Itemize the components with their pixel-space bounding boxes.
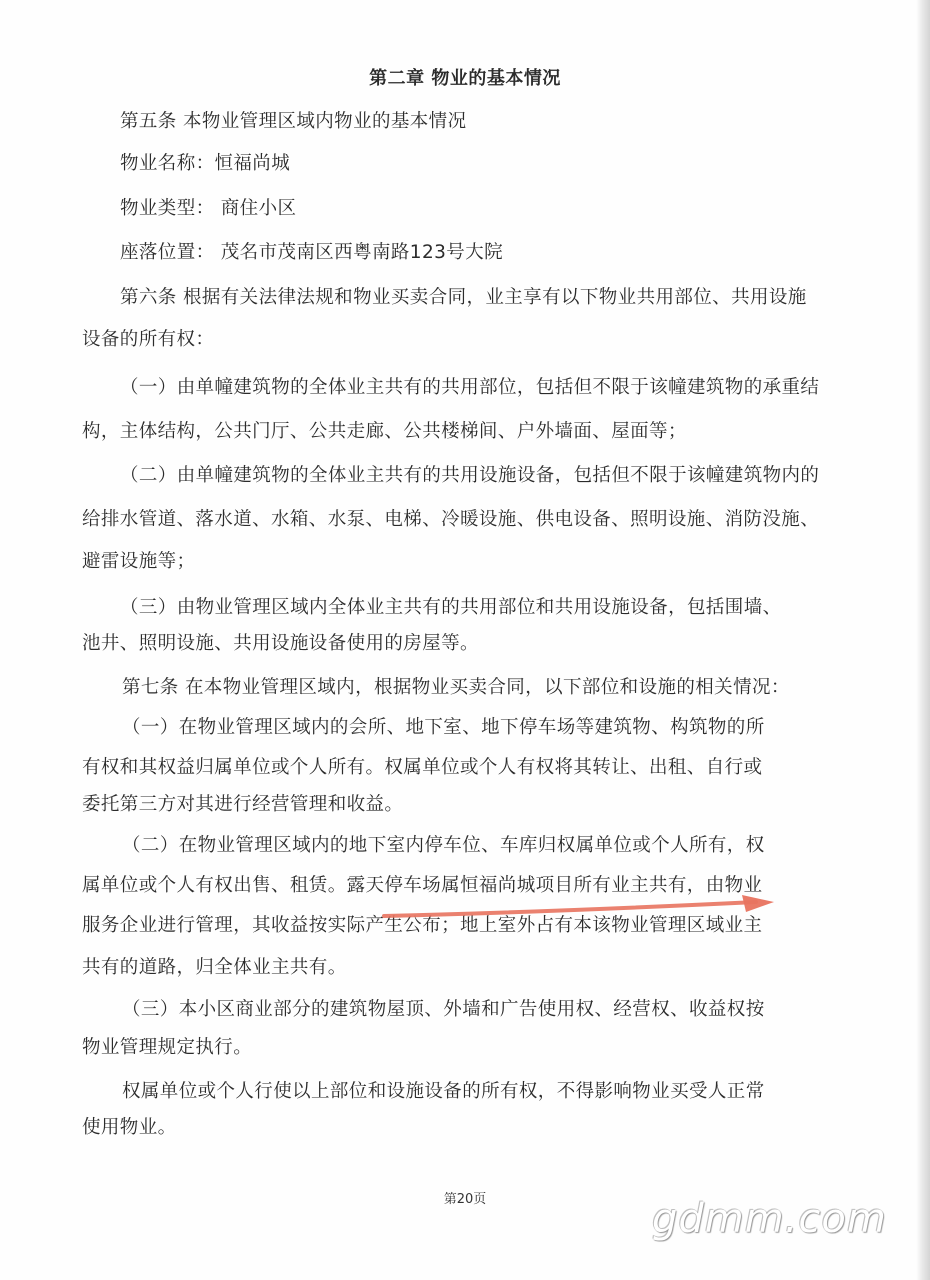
article-6-item-2-line-3: 避雷设施等； — [82, 551, 196, 572]
article-6-item-1-line-2: 构，主体结构，公共门厅、公共走廊、公共楼梯间、户外墙面、屋面等； — [82, 421, 687, 442]
article-7-item-2-line-4: 共有的道路，归全体业主共有。 — [82, 957, 347, 978]
red-arrow-annotation — [380, 892, 780, 922]
article-6-item-3-line-1: （三）由物业管理区域内全体业主共有的共用部位和共用设施设备，包括围墙、 — [120, 597, 782, 618]
article-7-item-1-line-1: （一）在物业管理区域内的会所、地下室、地下停车场等建筑物、构筑物的所 — [122, 717, 765, 738]
site-watermark: gdmm.com — [652, 1196, 887, 1242]
page-number: 第20页 — [443, 1192, 487, 1207]
property-name-line: 物业名称：恒福尚城 — [120, 153, 291, 174]
article-6-item-2-line-2: 给排水管道、落水道、水箱、水泵、电梯、冷暖设施、供电设备、照明设施、消防没施、 — [82, 509, 820, 530]
article-7-item-2-line-1: （二）在物业管理区域内的地下室内停车位、车库归权属单位或个人所有，权 — [122, 835, 765, 856]
article-7-item-1-line-3: 委托第三方对其进行经营管理和收益。 — [82, 794, 404, 815]
closing-line-1: 权属单位或个人行使以上部位和设施设备的所有权，不得影响物业买受人正常 — [122, 1081, 765, 1102]
arrow-shaft — [384, 902, 756, 916]
property-type-line: 物业类型： 商住小区 — [120, 198, 297, 219]
article-7-item-1-line-2: 有权和其权益归属单位或个人所有。权属单位或个人有权将其转让、出租、自行或 — [82, 757, 763, 778]
article-6-item-1-line-1: （一）由单幢建筑物的全体业主共有的共用部位，包括但不限于该幢建筑物的承重结 — [120, 377, 820, 398]
arrow-head — [742, 895, 774, 912]
closing-line-2: 使用物业。 — [82, 1117, 177, 1138]
article-6-line-2: 设备的所有权： — [82, 329, 215, 350]
article-7-item-2-line-3: 服务企业进行管理，其收益按实际产生公布；地上室外占有本该物业管理区域业主 — [82, 915, 763, 936]
article-6-item-2-line-1: （二）由单幢建筑物的全体业主共有的共用设施设备，包括但不限于该幢建筑物内的 — [120, 465, 820, 486]
page-edge-shadow — [916, 0, 930, 1280]
article-6-item-3-line-2: 池井、照明设施、共用设施设备使用的房屋等。 — [82, 633, 479, 654]
article-5-heading: 第五条 本物业管理区域内物业的基本情况 — [120, 111, 467, 132]
article-7-item-2-line-2: 属单位或个人有权出售、租赁。露天停车场属恒福尚城项目所有业主共有，由物业 — [82, 875, 763, 896]
article-7-item-3-line-2: 物业管理规定执行。 — [82, 1037, 253, 1058]
article-7-item-3-line-1: （三）本小区商业部分的建筑物屋顶、外墙和广告使用权、经营权、收益权按 — [122, 999, 765, 1020]
chapter-title: 第二章 物业的基本情况 — [369, 68, 561, 89]
article-6-line-1: 第六条 根据有关法律法规和物业买卖合同，业主享有以下物业共用部位、共用设施 — [120, 287, 807, 308]
property-location-line: 座落位置： 茂名市茂南区西粤南路123号大院 — [120, 242, 503, 263]
article-7-heading: 第七条 在本物业管理区域内，根据物业买卖合同，以下部位和设施的相关情况： — [122, 677, 790, 698]
